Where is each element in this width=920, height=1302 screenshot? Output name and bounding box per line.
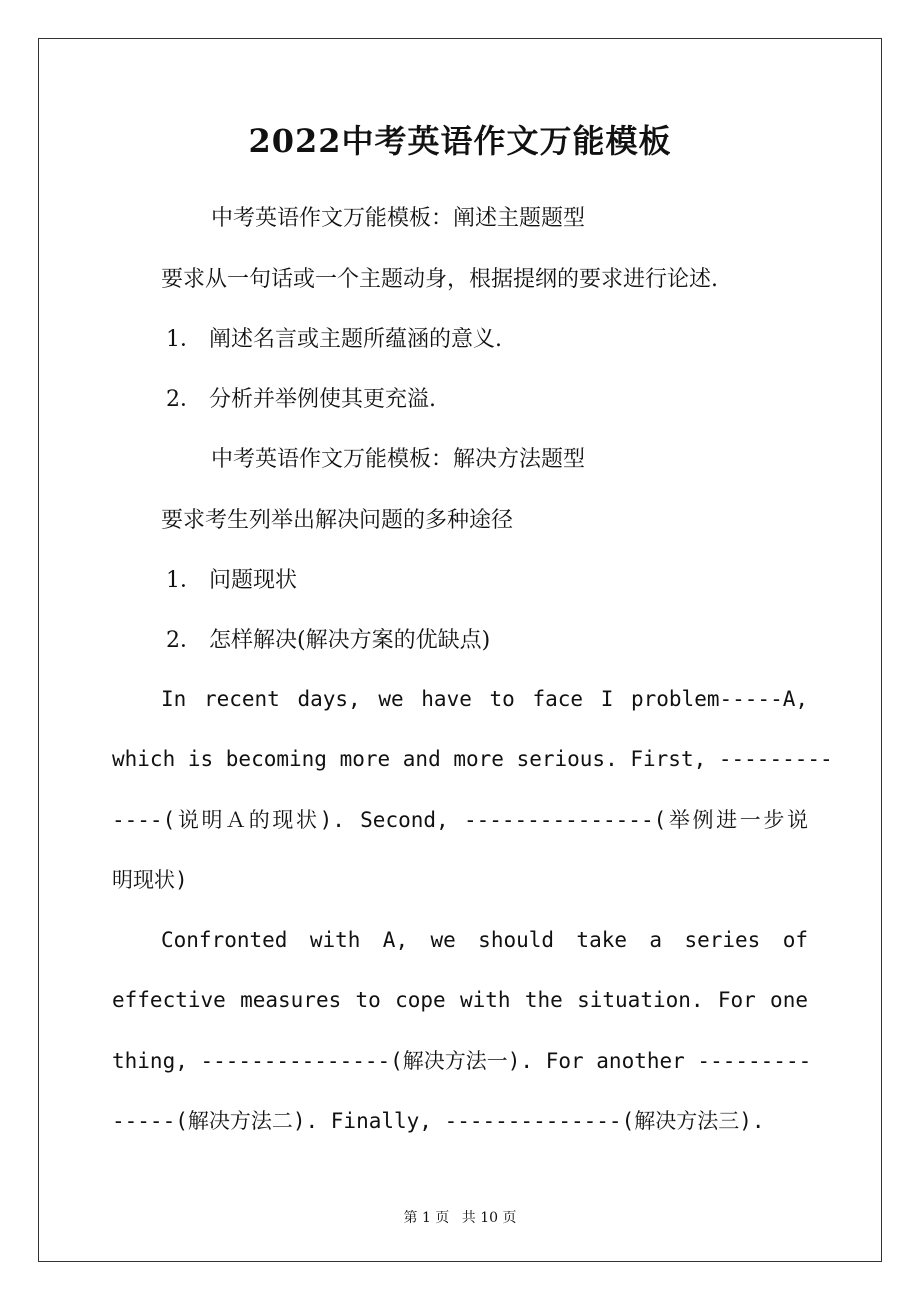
- section-1-heading: 中考英语作文万能模板：阐述主题题型: [211, 206, 586, 231]
- page-footer: [0, 1207, 920, 1227]
- document-title: 2022中考英语作文万能模板: [248, 122, 672, 160]
- section-2-heading: 中考英语作文万能模板：解决方法题型: [211, 447, 586, 472]
- page-total: 共 10 页: [461, 1210, 517, 1226]
- paragraph-2-line-3: thing, ---------------(解决方法一). For another ---------: [112, 1049, 812, 1073]
- section-1-item-1: 1． 阐述名言或主题所蕴涵的意义.: [166, 327, 502, 352]
- section-1-item-2: 2． 分析并举例使其更充溢.: [166, 387, 436, 412]
- paragraph-1-line-4: 明现状): [112, 868, 188, 892]
- page-number: 第 1 页: [403, 1210, 450, 1226]
- section-2-item-2: 2． 怎样解决(解决方案的优缺点): [166, 628, 491, 653]
- paragraph-2-line-4: -----(解决方法二). Finally, --------------(解决方法三).: [112, 1109, 765, 1133]
- section-2-requirement: 要求考生列举出解决问题的多种途径: [161, 508, 514, 533]
- paragraph-1-line-3: ----(说明Ａ的现状). Second, ---------------(举例进一步说: [112, 808, 808, 832]
- paragraph-1-line-2: which is becoming more and more serious. First, ---------: [112, 747, 833, 771]
- paragraph-1-line-1: In recent days, we have to face I problem-----A,: [161, 687, 808, 711]
- paragraph-2-line-2: effective measures to cope with the situation. For one: [112, 988, 808, 1012]
- section-2-item-1: 1． 问题现状: [166, 568, 297, 593]
- paragraph-2-line-1: Confronted with A, we should take a series of: [161, 928, 808, 952]
- section-1-requirement: 要求从一句话或一个主题动身，根据提纲的要求进行论述.: [161, 267, 718, 292]
